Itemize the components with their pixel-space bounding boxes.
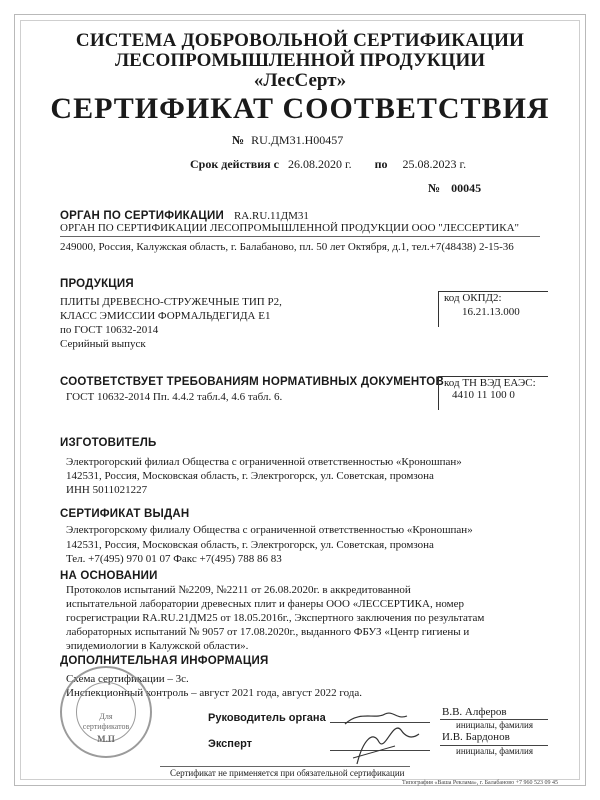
- blank-number-value: 00045: [451, 181, 482, 195]
- product-heading: ПРОДУКЦИЯ: [60, 278, 134, 290]
- issued-to-line-2: 142531, Россия, Московская область, г. Электрогорск, ул. Советская, промзона: [66, 539, 434, 551]
- validity-to: 25.08.2023 г.: [402, 157, 467, 171]
- tnved-value: 4410 11 100 0: [452, 389, 515, 401]
- number-value: RU.ДМ31.Н00457: [251, 133, 344, 147]
- product-line-1: ПЛИТЫ ДРЕВЕСНО-СТРУЖЕЧНЫЕ ТИП Р2,: [60, 296, 282, 308]
- issued-to-line-1: Электрогорскому филиалу Общества с ограниченной ответственностью «Кроношпан»: [66, 524, 473, 536]
- stamp-line3: М.П: [97, 734, 115, 744]
- blank-number-prefix: №: [428, 181, 441, 195]
- expert-name: И.В. Бардонов: [442, 731, 510, 743]
- certification-body-name: ОРГАН ПО СЕРТИФИКАЦИИ ЛЕСОПРОМЫШЛЕННОЙ ПРОДУКЦИИ ООО "ЛЕССЕРТИКА": [60, 222, 520, 234]
- blank-number: [428, 181, 481, 196]
- expert-label: Эксперт: [208, 738, 253, 750]
- basis-line-2: испытательной лаборатории древесных плит и фанеры ООО «ЛЕССЕРТИКА, номер: [66, 598, 464, 610]
- handwritten-signatures: [335, 700, 425, 770]
- additional-heading: ДОПОЛНИТЕЛЬНАЯ ИНФОРМАЦИЯ: [60, 655, 269, 667]
- head-label: Руководитель органа: [208, 712, 326, 724]
- basis-line-4: лабораторных испытаний № 9057 от 17.08.2020г., выданного ФБУЗ «Центр гигиены и: [66, 626, 470, 638]
- validity-period: [190, 157, 466, 172]
- head-name: В.В. Алферов: [442, 706, 507, 718]
- basis-line-5: эпидемиологии в Калужской области».: [66, 640, 249, 652]
- system-name-line1: СИСТЕМА ДОБРОВОЛЬНОЙ СЕРТИФИКАЦИИ: [75, 30, 525, 51]
- stamp-line2: сертификатов: [82, 722, 130, 731]
- conformity-heading: СООТВЕТСТВУЕТ ТРЕБОВАНИЯМ НОРМАТИВНЫХ ДОКУМЕНТОВ: [60, 376, 444, 388]
- validity-to-label: по: [374, 157, 388, 171]
- tnved-label: код ТН ВЭД ЕАЭС:: [444, 377, 536, 389]
- additional-line-2: Инспекционный контроль – август 2021 года, август 2022 года.: [66, 687, 362, 699]
- basis-heading: НА ОСНОВАНИИ: [60, 570, 158, 582]
- expert-name-caption: инициалы, фамилия: [456, 746, 533, 756]
- number-prefix: №: [232, 133, 245, 147]
- product-line-3: по ГОСТ 10632-2014: [60, 324, 159, 336]
- certification-body-heading: ОРГАН ПО СЕРТИФИКАЦИИ: [60, 210, 224, 222]
- document-title: СЕРТИФИКАТ СООТВЕТСТВИЯ: [50, 92, 550, 125]
- manufacturer-line-1: Электрогорский филиал Общества с ограниченной ответственностью «Кроношпан»: [66, 456, 462, 468]
- okpd-value: 16.21.13.000: [462, 306, 520, 318]
- basis-line-3: госрегистрации RA.RU.21ДМ25 от 18.05.2016г., Экспертного заключения по результатам: [66, 612, 485, 624]
- validity-from: 26.08.2020 г.: [288, 157, 352, 171]
- product-line-4: Серийный выпуск: [60, 338, 146, 350]
- footer-line: [160, 766, 410, 767]
- divider: [60, 236, 540, 237]
- certificate-number: [232, 133, 343, 148]
- stamp-line1: Для: [99, 712, 113, 721]
- validity-label: Срок действия с: [190, 157, 279, 171]
- basis-line-1: Протоколов испытаний №2209, №2211 от 26.08.2020г. в аккредитованной: [66, 584, 411, 596]
- system-name-line2: ЛЕСОПРОМЫШЛЕННОЙ ПРОДУКЦИИ: [115, 50, 485, 71]
- manufacturer-line-3: ИНН 5011021227: [66, 484, 148, 496]
- manufacturer-heading: ИЗГОТОВИТЕЛЬ: [60, 437, 157, 449]
- head-name-caption: инициалы, фамилия: [456, 720, 533, 730]
- seal-stamp: [60, 666, 152, 758]
- system-name-line3: «ЛесСерт»: [253, 70, 347, 91]
- certification-body-address: 249000, Россия, Калужская область, г. Балабаново, пл. 50 лет Октября, д.1, тел.+7(48438) 2-15-36: [60, 241, 514, 253]
- additional-line-1: Схема сертификации – 3с.: [66, 673, 189, 685]
- issued-to-line-3: Тел. +7(495) 970 01 07 Факс +7(495) 788 86 83: [66, 553, 282, 565]
- printer-note: Типография «Ваша Реклама», г. Балабаново +7 960 523 09 45: [402, 780, 558, 786]
- certification-body-code: RA.RU.11ДМ31: [233, 210, 309, 222]
- manufacturer-line-2: 142531, Россия, Московская область, г. Электрогорск, ул. Советская, промзона: [66, 470, 434, 482]
- conformity-text: ГОСТ 10632-2014 Пп. 4.4.2 табл.4, 4.6 табл. 6.: [66, 391, 283, 403]
- okpd-label: код ОКПД2:: [444, 292, 502, 304]
- footer-note: Сертификат не применяется при обязательной сертификации: [170, 768, 405, 778]
- product-line-2: КЛАСС ЭМИССИИ ФОРМАЛЬДЕГИДА Е1: [60, 310, 271, 322]
- issued-to-heading: СЕРТИФИКАТ ВЫДАН: [60, 508, 190, 520]
